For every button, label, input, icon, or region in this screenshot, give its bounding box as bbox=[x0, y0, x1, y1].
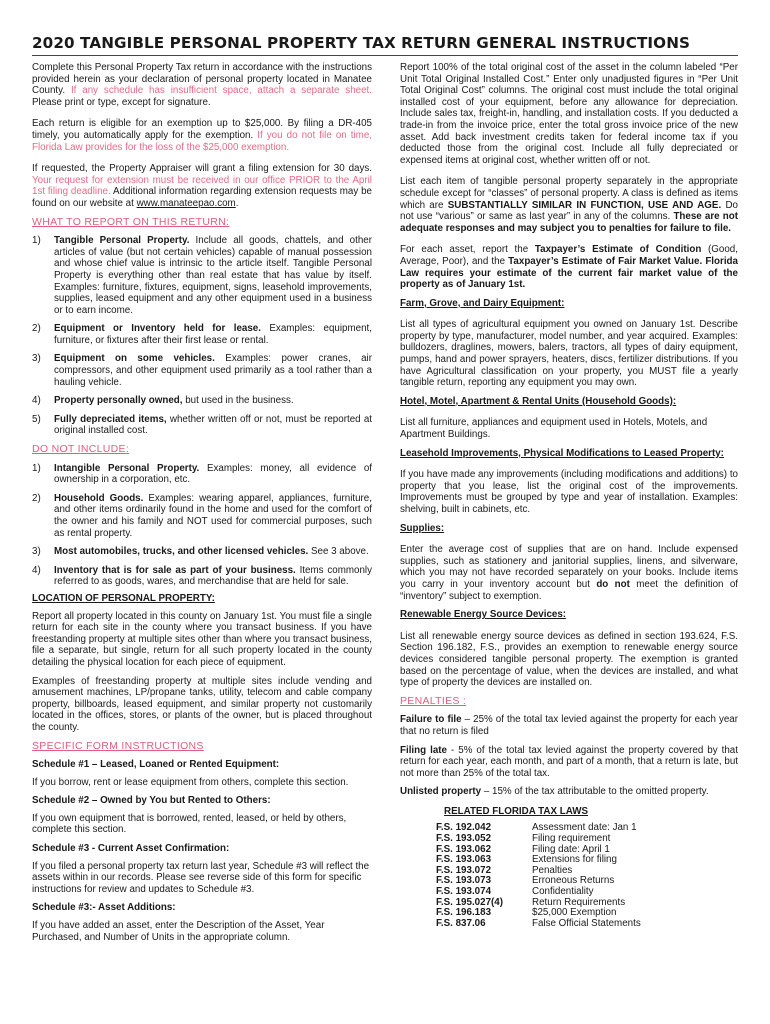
item-title: Intangible Personal Property. bbox=[54, 462, 200, 474]
supplies-paragraph: Enter the average cost of supplies that are on hand. Include expensed supplies, such as stationery and janitorial supplies, linens, and silverware, which you may not have recorded separately on your books. Include items you carry in your inventory account but do not meet the definition of “inventory” subject to exemption. bbox=[400, 544, 739, 602]
farm-heading: Farm, Grove, and Dairy Equipment: bbox=[400, 297, 565, 309]
law-code: F.S. 196.183 bbox=[436, 907, 492, 919]
law-description: Return Requirements bbox=[532, 896, 626, 908]
law-description: Erroneous Returns bbox=[532, 875, 615, 887]
penalty-list bbox=[400, 714, 738, 798]
law-description: Extensions for filing bbox=[532, 854, 617, 866]
list-items-paragraph: List each item of tangible personal property separately in the appropriate schedule except for “classes” of personal property. A class is defined as items which are SUBSTANTIALLY SIMILAR IN FUNCTION, USE AND AGE. Do not use “various” or same as last year” in any of the columns. These are not adequate responses and may subject you to penalties for failure to file. bbox=[400, 176, 738, 234]
law-code: F.S. 193.072 bbox=[436, 864, 492, 876]
penalty-item bbox=[400, 745, 738, 780]
law-code: F.S. 193.074 bbox=[436, 886, 492, 898]
schedule-text: If you own equipment that is borrowed, rented, leased, or held by others, complete this section. bbox=[32, 812, 347, 836]
intro-paragraph-1: Complete this Personal Property Tax return in accordance with the instructions provided herein as your declaration of personal property located in Manatee County. If any schedule has insufficient space, attach a separate sheet. Please print or type, except for signature. bbox=[32, 62, 372, 108]
item-number: 3) bbox=[32, 353, 41, 365]
penalty-item bbox=[400, 714, 738, 737]
farm-paragraph: List all types of agricultural equipment you owned on January 1st. Describe property by type, manufacturer, model number, and year acquired. Examples: bulldozers, draglines, mowers, balers, tractors, all types of dairy equipment, pumps, hand and power sprayers, heaters, discs, fertilizer distributions. If you have Agricultural classification on your property, you MUST file a yearly tangible return, reporting any equipment you may own. bbox=[400, 319, 738, 389]
supplies-heading: Supplies: bbox=[400, 522, 445, 534]
do-not-include-item bbox=[32, 493, 372, 539]
law-code: F.S. 193.062 bbox=[436, 843, 492, 855]
item-text: Examples: money, all evidence of ownership in a corporation, etc. bbox=[54, 462, 373, 486]
what-to-report-item bbox=[32, 323, 372, 346]
what-to-report-item bbox=[32, 395, 372, 407]
law-description: Assessment date: Jan 1 bbox=[532, 822, 637, 834]
item-title: Most automobiles, trucks, and other licensed vehicles. bbox=[54, 546, 309, 558]
law-code: F.S. 193.063 bbox=[436, 854, 492, 866]
specific-instructions-heading: SPECIFIC FORM INSTRUCTIONS bbox=[32, 739, 204, 752]
item-text: Examples: power cranes, air compressors, and other equipment used primarily as a tool rather than a hauling vehicle. bbox=[54, 353, 372, 388]
related-laws bbox=[400, 806, 738, 930]
do-not-include-item bbox=[32, 565, 372, 588]
law-description: Penalties bbox=[532, 864, 573, 876]
schedule-list bbox=[32, 759, 372, 943]
leasehold-heading: Leasehold Improvements, Physical Modifications to Leased Property: bbox=[400, 447, 724, 459]
location-paragraph-2: Examples of freestanding property at multiple sites include vending and amusement machines, LP/propane tanks, utility, telecom and cable company property, billboards, leased equipment, and similar property not customarily located in the offices, stores, or plants of the owner, but is placed throughout the county. bbox=[32, 675, 372, 733]
schedule-text: If you borrow, rent or lease equipment from others, complete this section. bbox=[32, 776, 349, 788]
law-code: F.S. 195.027(4) bbox=[436, 896, 503, 908]
renewable-paragraph: List all renewable energy source devices as defined in section 193.624, F.S. Section 196.182, F.S., provides an exemption to renewable energy source devices considered tangible personal property. The exemption is granted based on the percentage of value, when the devices are installed, and what type of property the devices are installed on. bbox=[400, 630, 738, 689]
penalty-title: Unlisted property bbox=[400, 786, 482, 798]
law-row bbox=[436, 919, 738, 930]
schedule-title: Schedule #1 – Leased, Loaned or Rented Equipment: bbox=[32, 759, 280, 771]
renewable-heading: Renewable Energy Source Devices: bbox=[400, 609, 567, 621]
item-title: Equipment on some vehicles. bbox=[54, 353, 215, 365]
schedule-title: Schedule #3:- Asset Additions: bbox=[32, 902, 176, 914]
what-to-report-list bbox=[32, 235, 372, 437]
item-title: Tangible Personal Property. bbox=[54, 235, 190, 247]
condition-paragraph: For each asset, report the Taxpayer’s Estimate of Condition (Good, Average, Poor), and the Taxpayer’s Estimate of Fair Market Value. Florida Law requires your estimate of the current fair market value of the property as of January 1st. bbox=[400, 244, 738, 291]
do-not-include-list bbox=[32, 463, 372, 588]
do-not-include-item bbox=[32, 463, 372, 486]
item-text: See 3 above. bbox=[308, 546, 369, 558]
title-rule bbox=[32, 55, 738, 56]
item-number: 3) bbox=[32, 546, 41, 558]
what-to-report-item bbox=[32, 353, 372, 388]
law-description: Filing date: April 1 bbox=[532, 843, 610, 855]
what-to-report-item bbox=[32, 414, 372, 437]
website-link[interactable]: www.manateepao.com bbox=[136, 197, 236, 209]
right-column bbox=[400, 62, 738, 929]
what-to-report-heading: WHAT TO REPORT ON THIS RETURN: bbox=[32, 215, 230, 228]
hotel-heading: Hotel, Motel, Apartment & Rental Units (Household Goods): bbox=[400, 395, 677, 407]
what-to-report-item bbox=[32, 235, 372, 316]
item-title: Household Goods. bbox=[54, 492, 144, 504]
item-number: 2) bbox=[32, 323, 41, 335]
do-not-include-heading: DO NOT INCLUDE: bbox=[32, 443, 130, 456]
item-number: 1) bbox=[32, 235, 41, 247]
penalty-text: - 5% of the total tax levied against the property covered by that return for each year, each month, and part of a month, that a return is late, but not more than 25% of the total tax. bbox=[400, 744, 738, 779]
law-code: F.S. 193.073 bbox=[436, 875, 492, 887]
law-code: F.S. 193.052 bbox=[436, 833, 492, 845]
leasehold-paragraph: If you have made any improvements (including modifications and additions) to property that you lease, list the original cost of the improvements. Improvements must be grouped by type and year of installation. Examples: shelving, built in cabinets, etc. bbox=[400, 469, 738, 515]
item-number: 1) bbox=[32, 462, 41, 474]
intro-paragraph-3: If requested, the Property Appraiser will grant a filing extension for 30 days. Your request for extension must be received in our office PRIOR to the April 1st filing deadline. Additional information regarding extension requests may be found on our website at www.manateepao.com. bbox=[32, 163, 372, 209]
item-number: 4) bbox=[32, 564, 41, 576]
location-heading: LOCATION OF PERSONAL PROPERTY: bbox=[32, 592, 215, 604]
law-code: F.S. 192.042 bbox=[436, 822, 492, 834]
schedule-title: Schedule #2 – Owned by You but Rented to Others: bbox=[32, 795, 271, 807]
item-text: but used in the business. bbox=[182, 395, 294, 407]
page-title: 2020 TANGIBLE PERSONAL PROPERTY TAX RETURN GENERAL INSTRUCTIONS bbox=[32, 34, 691, 52]
penalty-text: – 25% of the total tax levied against the property for each year that no return is filed bbox=[400, 714, 738, 737]
item-text: whether written off or not, must be reported at original installed cost. bbox=[54, 413, 372, 437]
hotel-paragraph: List all furniture, appliances and equipment used in Hotels, Motels, and Apartment Buildings. bbox=[400, 417, 708, 441]
law-description: Filing requirement bbox=[532, 833, 611, 845]
law-description: Confidentiality bbox=[532, 886, 594, 898]
penalty-item bbox=[400, 786, 738, 798]
item-number: 2) bbox=[32, 492, 41, 504]
item-text: Items commonly referred to as goods, wares, and merchandise that are held for sale. bbox=[54, 564, 372, 588]
do-not-include-item bbox=[32, 546, 372, 558]
item-text: Include all goods, chattels, and other articles of value (but not certain vehicles) capable of manual possession and whose chief value is intrinsic to the article itself. Tangible Personal Property is everything other than real estate that has value by itself. Examples: furniture, fixtures, equipment, signs, leasehold improvements, supplies, leased equipment and any other equipment used in a business or to earn income. bbox=[54, 235, 372, 316]
related-laws-heading: RELATED FLORIDA TAX LAWS bbox=[444, 805, 589, 817]
item-title: Inventory that is for sale as part of your business. bbox=[54, 564, 296, 576]
item-title: Property personally owned, bbox=[54, 395, 183, 407]
item-number: 4) bbox=[32, 395, 41, 407]
schedule-text: If you filed a personal property tax return last year, Schedule #3 will reflect the assets within in our records. Please see reverse side of this form for specific instructions for review and updates to Schedule #3. bbox=[32, 860, 370, 895]
penalty-title: Filing late bbox=[400, 744, 447, 756]
law-description: $25,000 Exemption bbox=[532, 907, 617, 919]
item-text: Examples: equipment, furniture, or fixtures after their first lease or rental. bbox=[54, 323, 373, 346]
penalties-heading: PENALTIES : bbox=[400, 694, 467, 707]
schedule-text: If you have added an asset, enter the Description of the Asset, Year Purchased, and Number of Units in the appropriate column. bbox=[32, 920, 325, 943]
penalty-text: – 15% of the tax attributable to the omitted property. bbox=[481, 786, 709, 798]
item-number: 5) bbox=[32, 413, 41, 425]
penalty-title: Failure to file bbox=[400, 714, 462, 726]
item-text: Examples: wearing apparel, appliances, furniture, and other items ordinarily found in the home and used for the comfort of the owner and his family and NOT used for commercial purposes, such as rental property. bbox=[54, 492, 372, 539]
item-title: Equipment or Inventory held for lease. bbox=[54, 323, 261, 335]
original-cost-paragraph: Report 100% of the total original cost of the asset in the column labeled “Per Unit Total Original Installed Cost.” Enter only unadjusted figures in “Per Unit Total Original Cost” columns. The original cost must include the total original installed cost of your equipment, before any allowance for depreciation. Include sales tax, freight-in, handling, and installation costs. If you deducted a trade-in from the invoice price, enter the total gross invoice price of the new asset. Add back investment credits taken for federal income tax if you deducted those from the original cost. Include all fully depreciated or expensed items at original cost, whether written off or not. bbox=[400, 62, 738, 166]
left-column bbox=[32, 62, 372, 950]
schedule-title: Schedule #3 - Current Asset Confirmation: bbox=[32, 843, 230, 855]
item-title: Fully depreciated items, bbox=[54, 413, 167, 425]
law-code: F.S. 837.06 bbox=[436, 917, 486, 929]
location-paragraph-1: Report all property located in this county on January 1st. You must file a single return for each site in the county where you transact business. If you have freestanding property at multiple sites other than where you transact business, file a separate, but single, return for all such property located in the county detailing the physical location for each piece of equipment. bbox=[32, 610, 372, 668]
law-description: False Official Statements bbox=[532, 917, 641, 929]
law-list bbox=[400, 823, 738, 929]
intro-paragraph-2: Each return is eligible for an exemption up to $25,000. By filing a DR-405 timely, you automatically apply for the exemption. If you do not file on time, Florida Law provides for the loss of the $25,000 exemption. bbox=[32, 118, 372, 153]
